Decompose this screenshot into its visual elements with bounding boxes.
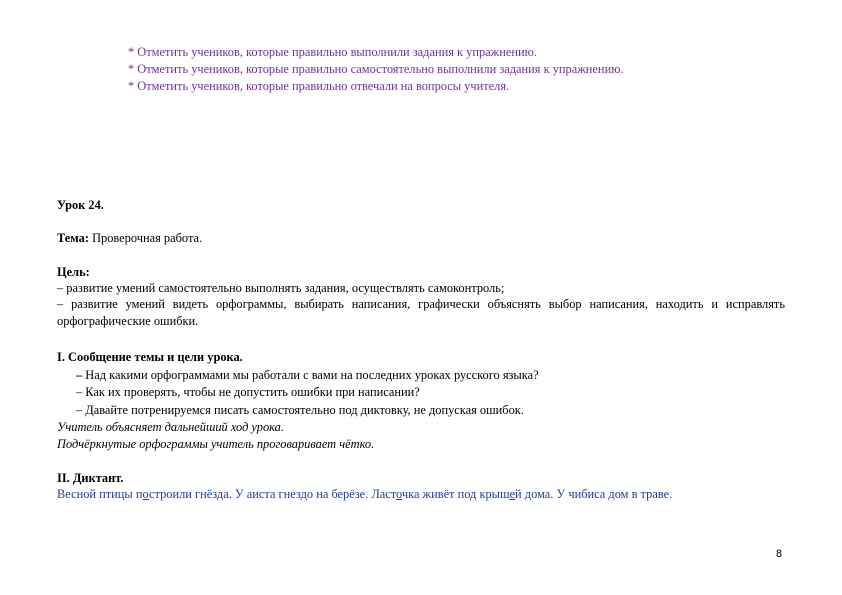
goal-item-2: – развитие умений видеть орфограммы, выбирать написания, графически объяснять выбор написания, находить и исправлять орфографические ошибки.	[57, 297, 785, 328]
goal-item-1: – развитие умений самостоятельно выполнять задания, осуществлять самоконтроль;	[57, 281, 505, 295]
dictation-part-2: строили гнёзда. У аиста гнездо на берёзе. Ласт	[149, 487, 396, 501]
teacher-instruction-1: Учитель объясняет дальнейший ход урока.	[57, 420, 284, 434]
dictation-part-4: й дома. У чибиса дом в траве.	[515, 487, 673, 501]
page-number: 8	[776, 548, 783, 560]
dictation-part-1: Весной птицы п	[57, 487, 143, 501]
teacher-note-3: * Отметить учеников, которые правильно отвечали на вопросы учителя.	[128, 79, 510, 93]
question-1	[76, 368, 539, 383]
question-3: – Давайте потренируемся писать самостоятельно под диктовку, не допуская ошибок.	[76, 403, 524, 417]
underlined-orthogram-1: о	[142, 487, 150, 501]
lesson-title: Урок 24.	[57, 198, 104, 212]
teacher-note-1: * Отметить учеников, которые правильно выполнили задания к упражнению.	[128, 45, 537, 59]
question-dash: –	[76, 368, 83, 382]
underlined-orthogram-2: о	[396, 487, 402, 501]
question-2: – Как их проверять, чтобы не допустить ошибки при написании?	[76, 385, 420, 399]
underlined-orthogram-3: е	[509, 487, 516, 501]
question-1-text: Над какими орфограммами мы работали с вами на последних уроках русского языка?	[82, 368, 539, 382]
teacher-note-2: * Отметить учеников, которые правильно самостоятельно выполнили задания к упражнению.	[128, 62, 624, 76]
section1-heading: I. Сообщение темы и цели урока.	[57, 350, 243, 364]
dictation-part-3: чка живёт под крыш	[401, 487, 510, 501]
topic-label: Тема:	[57, 231, 89, 245]
section2-heading: II. Диктант.	[57, 471, 124, 485]
lesson-topic	[57, 231, 202, 246]
dictation-text	[57, 487, 672, 502]
teacher-instruction-2: Подчёркнутые орфограммы учитель проговаривает чётко.	[57, 437, 375, 451]
goal-label: Цель:	[57, 265, 90, 279]
topic-value: Проверочная работа.	[88, 231, 203, 245]
